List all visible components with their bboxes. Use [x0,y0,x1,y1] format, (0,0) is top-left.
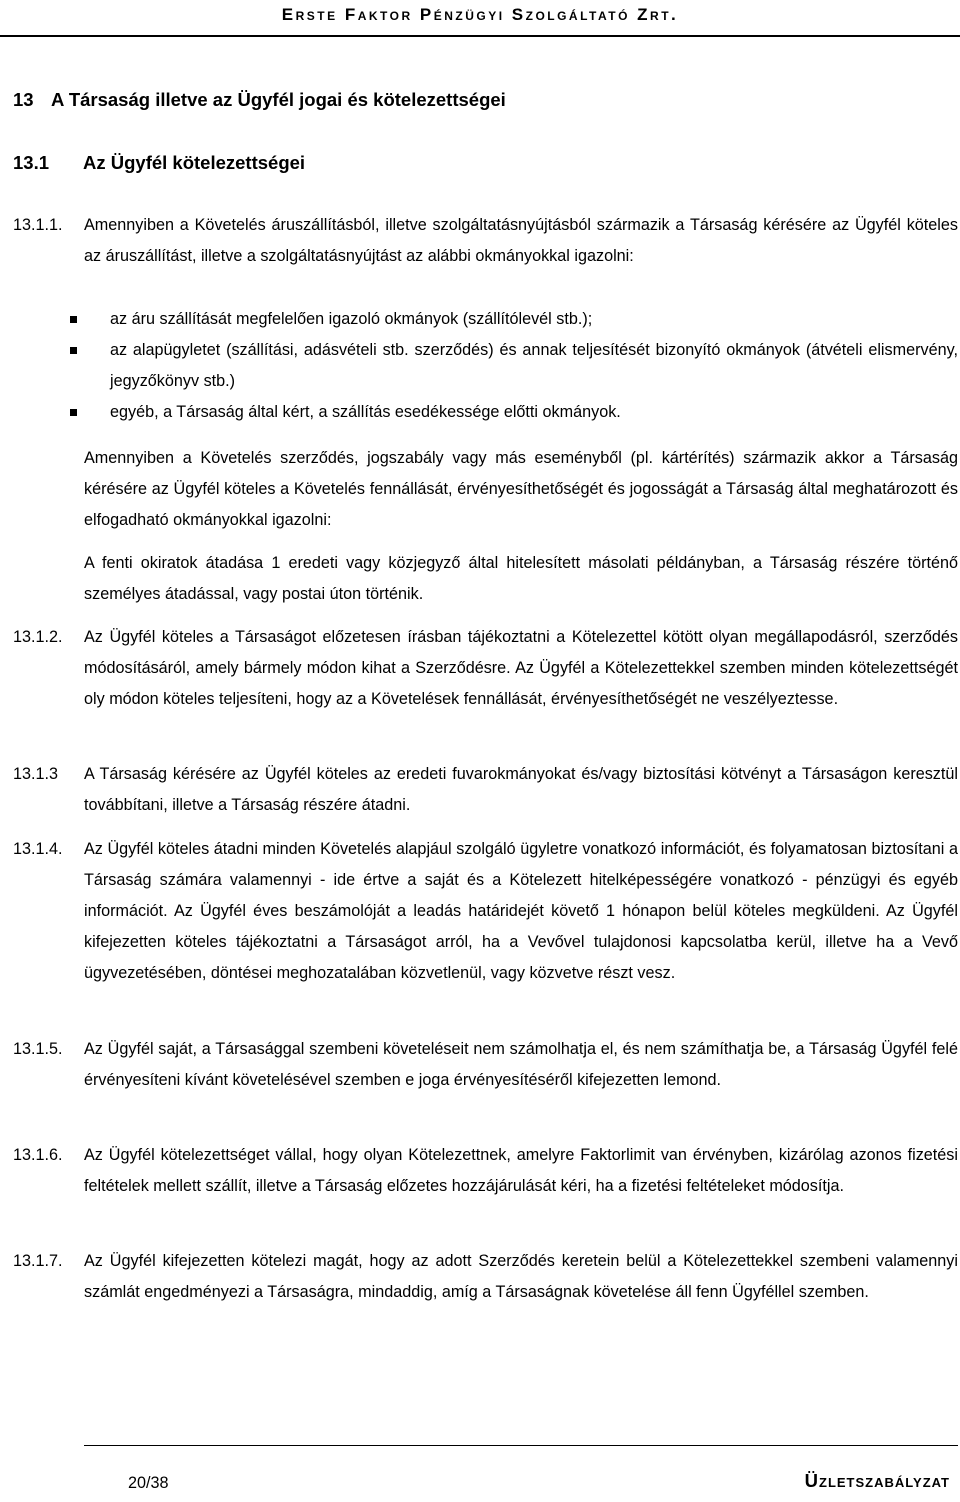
clause-number: 13.1.6. [13,1146,63,1164]
subsection-title: Az Ügyfél kötelezettségei [83,152,306,173]
subsection-heading [13,152,305,174]
clause-text: Az Ügyfél köteles átadni minden Követelés alapjául szolgáló ügyletre vonatkozó információt, és folyamatosan biztosítani a Társaság számára valamennyi - ide értve a saját és a Kötelezett hitelképességére vonatkozó - pénzügyi és egyéb információt. Az Ügyfél éves beszámolóját a leadás határidejét követő 1 hónapon belül köteles megküldeni. Az Ügyfél kifejezetten köteles tájékoztatni a Társaságot arról, ha a Vevővel tulajdonosi kapcsolatba kerül, illetve ha a Vevő ügyvezetésében, döntései meghozatalában közvetlenül, vagy közvetve részt vesz. [84,840,958,982]
clause-number: 13.1.4. [13,840,63,858]
header-divider [0,35,960,37]
bullet-square-icon [70,409,77,416]
clause-text: Az Ügyfél kifejezetten kötelezi magát, hogy az adott Szerződés keretein belül a Kötelezettekkel szembeni valamennyi számlát engedményezi a Társaságra, mindaddig, amíg a Társaságnak követelése áll fenn Ügyféllel szemben. [84,1252,958,1301]
bullet-square-icon [70,316,77,323]
clause-text: Az Ügyfél köteles a Társaságot előzetesen írásban tájékoztatni a Kötelezettel kötött olyan megállapodásról, szerződés módosításáról, amely bármely módon kihat a Szerződésre. Az Ügyfél a Kötelezettekkel szemben minden kötelezettségét oly módon köteles teljesíteni, hogy az a Követelések fennállását, érvényesíthetőségét ne veszélyeztesse. [84,628,958,708]
document-header: Erste Faktor Pénzügyi Szolgáltató Zrt. [281,5,679,24]
clause-number: 13.1.1. [13,216,63,234]
list-item: egyéb, a Társaság által kért, a szállítás esedékessége előtti okmányok. [70,397,958,428]
clause-number: 13.1.3 [13,765,59,783]
clause-number: 13.1.2. [13,628,63,646]
clause-text: Az Ügyfél saját, a Társasággal szembeni követeléseit nem számolhatja el, és nem számíthatja be, a Társaság Ügyfél felé érvényesíteni kívánt követelésével szemben e joga érvényesítéséről kifejezetten lemond. [84,1040,958,1089]
clause-text: Az Ügyfél kötelezettséget vállal, hogy olyan Kötelezettnek, amelyre Faktorlimit van érvényben, kizárólag azonos fizetési feltételek mellett szállít, illetve a Társaság előzetes hozzájárulását kéri, ha a fizetési feltételeket módosítja. [84,1146,958,1195]
list-item: az alapügyletet (szállítási, adásvételi stb. szerződés) és annak teljesítését bizonyító okmányok (átvételi elismervény, jegyzőkönyv stb.) [70,335,958,397]
clause-number: 13.1.7. [13,1252,63,1270]
paragraph: A fenti okiratok átadása 1 eredeti vagy közjegyző által hitelesített másolati példányban, a Társaság részére történő személyes átadással, vagy postai úton történik. [84,554,958,603]
clause-text: Amennyiben a Követelés áruszállításból, illetve szolgáltatásnyújtásból származik a Társaság kérésére az Ügyfél köteles az áruszállítást, illetve a szolgáltatásnyújtást az alábbi okmányokkal igazolni: [84,216,958,265]
document-bullet-list [70,304,958,428]
clause-number: 13.1.5. [13,1040,63,1058]
section-number: 13 [13,89,34,110]
list-item: az áru szállítását megfelelően igazoló okmányok (szállítólevél stb.); [70,304,958,335]
clause-text: A Társaság kérésére az Ügyfél köteles az eredeti fuvarokmányokat és/vagy biztosítási kötvényt a Társaságon keresztül továbbítani, illetve a Társaság részére átadni. [84,765,958,814]
bullet-square-icon [70,347,77,354]
paragraph: Amennyiben a Követelés szerződés, jogszabály vagy más eseményből (pl. kártérítés) származik akkor a Társaság kérésére az Ügyfél köteles a Követelés fennállását, érvényesíthetőségét és jogosságát a Társaság által meghatározott és elfogadható okmányokkal igazolni: [84,449,958,529]
section-heading [13,89,506,111]
page-number: 20/38 [128,1474,169,1492]
footer-title: Üzletszabályzat [804,1470,950,1491]
section-title: A Társaság illetve az Ügyfél jogai és kötelezettségei [51,89,506,110]
subsection-number: 13.1 [13,152,50,173]
footer-divider [84,1445,958,1446]
